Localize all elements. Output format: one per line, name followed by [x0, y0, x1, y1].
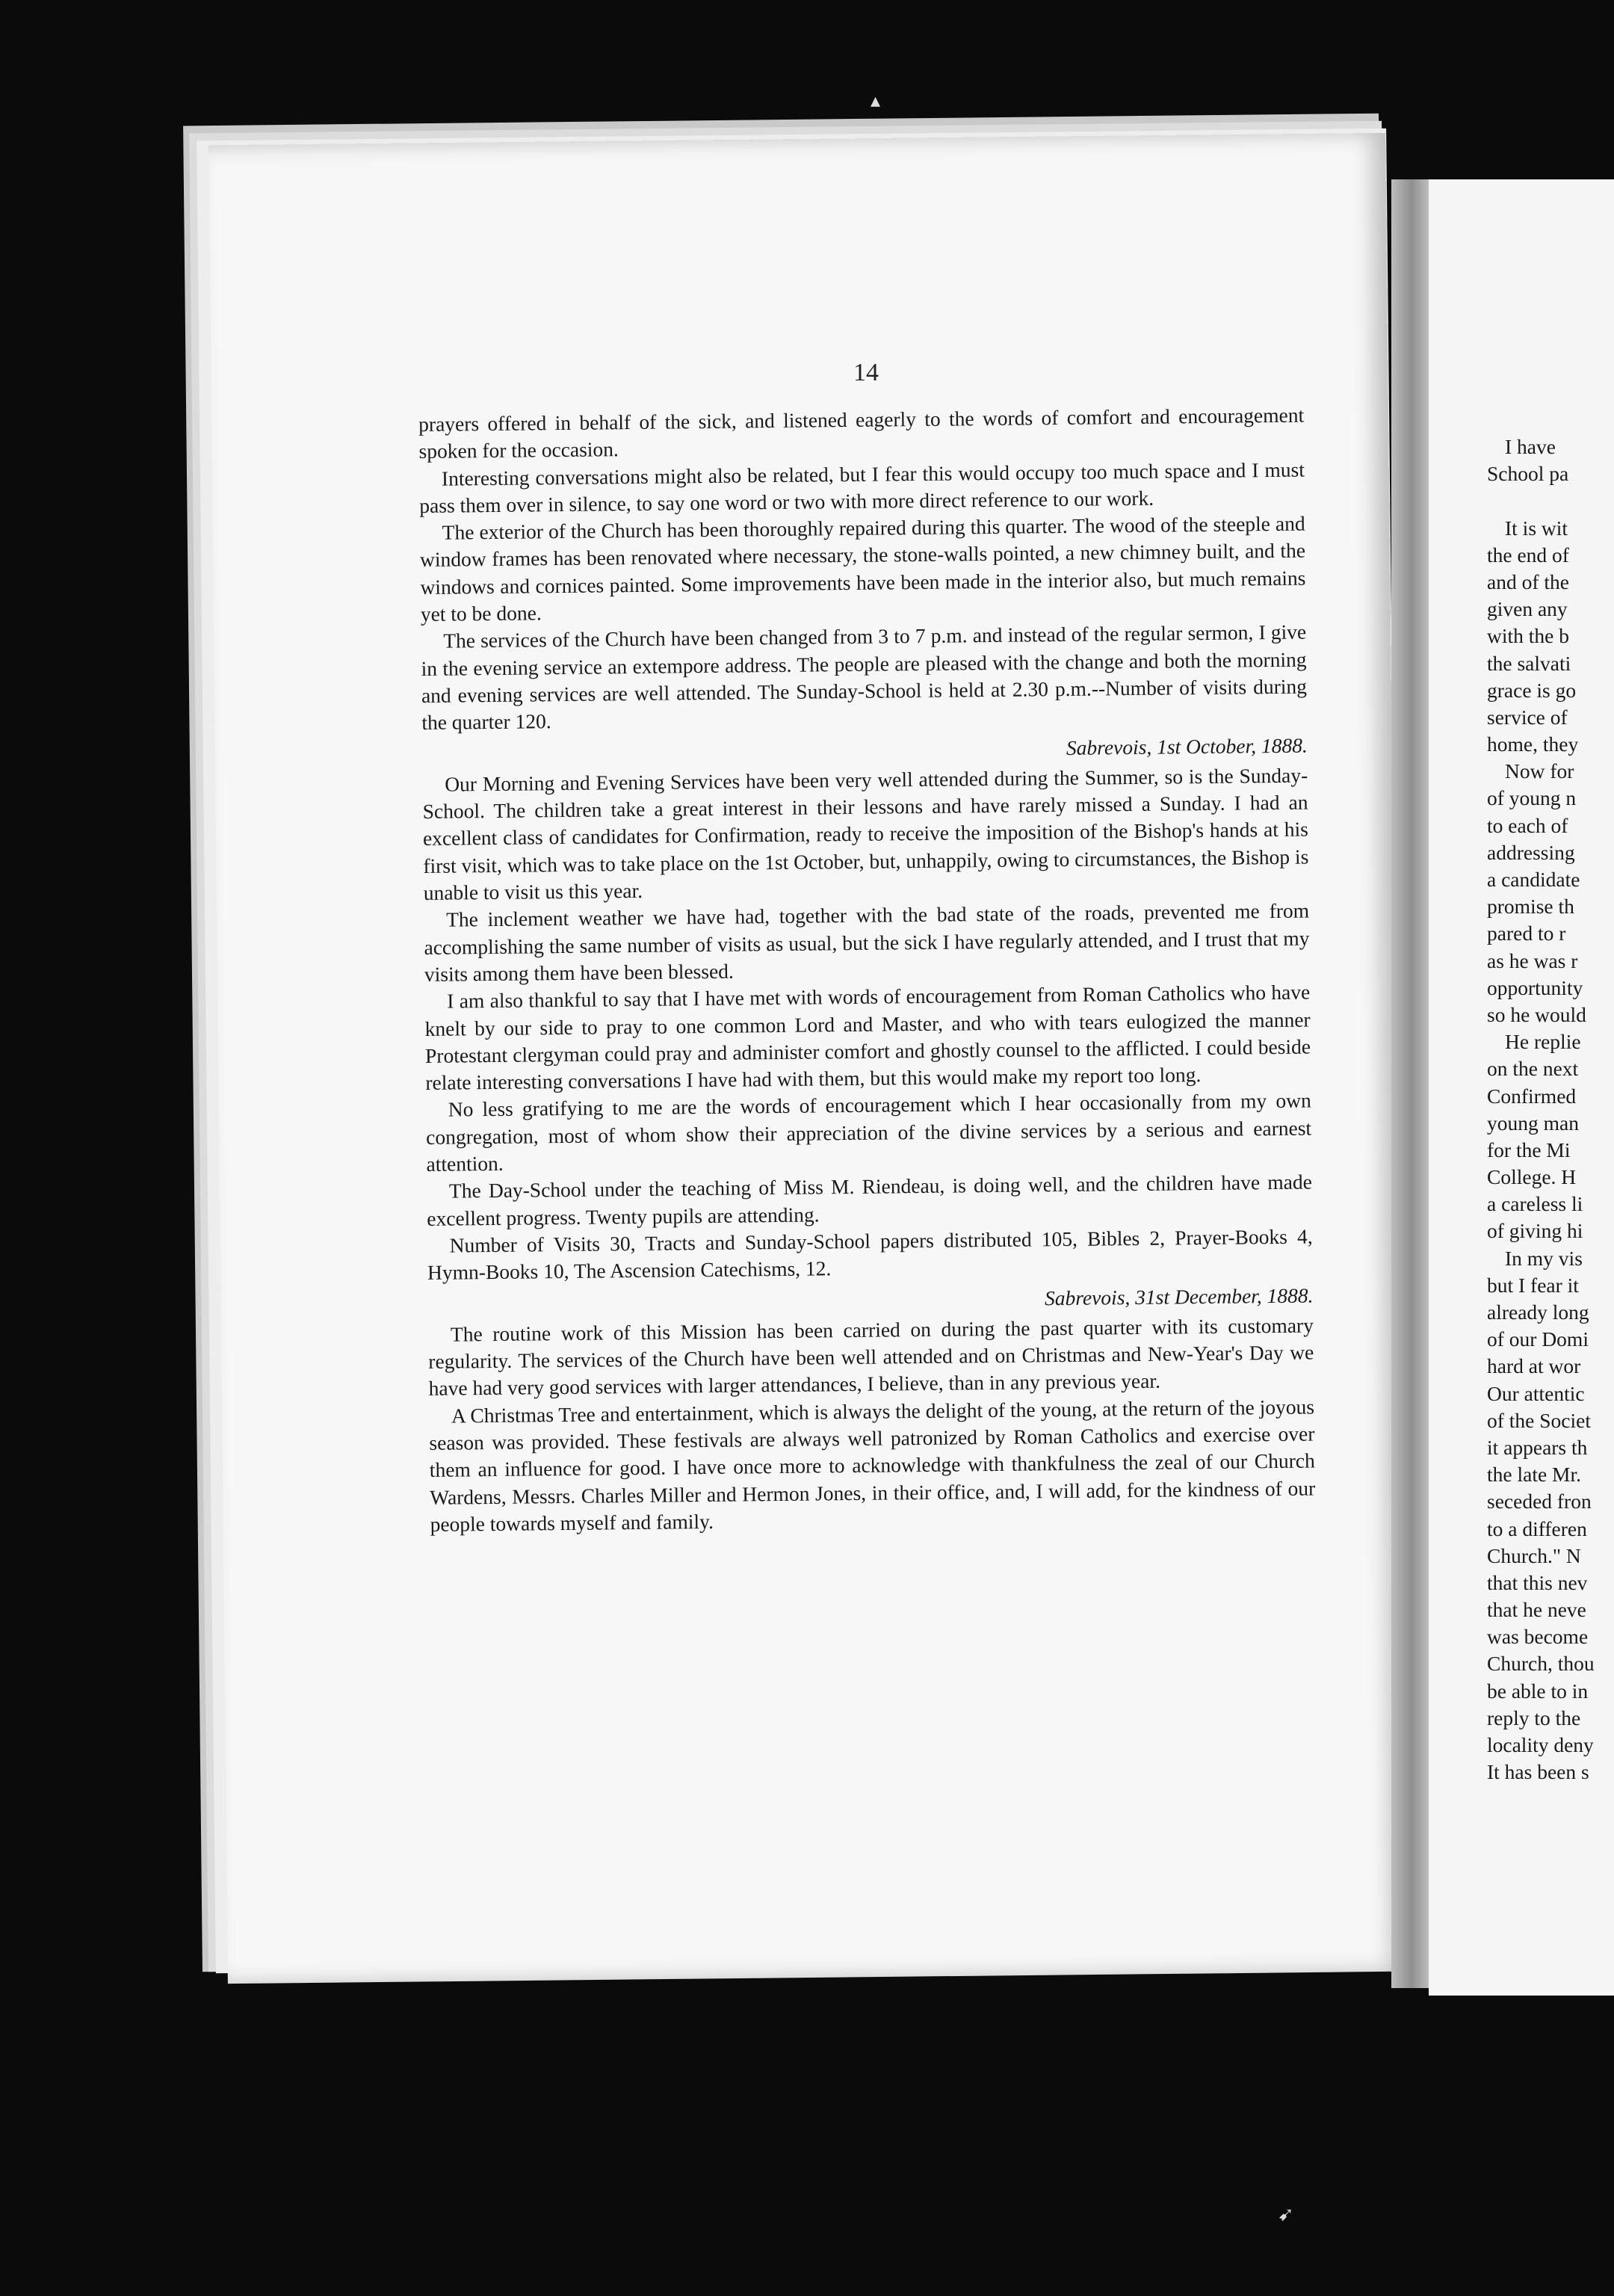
right-page-line: a careless li: [1487, 1192, 1583, 1216]
right-page-line: the salvati: [1487, 651, 1571, 675]
right-page-line: locality deny: [1487, 1733, 1594, 1756]
right-page-line: be able to in: [1487, 1679, 1589, 1703]
right-page-line: was become: [1487, 1625, 1589, 1649]
right-page-line: He replie: [1505, 1030, 1581, 1054]
paragraph: The Day-School under the teaching of Miss M. Riendeau, is doing well, and the children have made excellent progress. Twenty pupils are attending.: [427, 1170, 1313, 1230]
right-page-line: and of the: [1487, 570, 1569, 593]
right-page-line: opportunity: [1487, 975, 1583, 999]
paragraph: No less gratifying to me are the words of encouragement which I hear occasionally from my own congregation, most of whom show their appreciation of the divine services by a serious and earnest attention.: [426, 1088, 1312, 1176]
right-page-line: In my vis: [1505, 1246, 1583, 1270]
right-page-line: [1487, 487, 1595, 514]
left-page-text: [418, 402, 1316, 1538]
right-page-line: so he would: [1487, 1002, 1586, 1026]
right-page-line: promise th: [1487, 895, 1574, 919]
right-page-line: Church, thou: [1487, 1652, 1595, 1676]
paragraph: The inclement weather we have had, together with the bad state of the roads, prevented me from accomplishing the same number of visits as usual, but the sick I have regularly attended, and I trust that my visits among them have been blessed.: [424, 898, 1310, 986]
paragraph: Interesting conversations might also be related, but I fear this would occupy too much space and I must pass them over in silence, to say one word or two with more direct reference to our work.: [419, 457, 1305, 517]
right-page-line: as he was r: [1487, 948, 1578, 972]
dateline: Sabrevois, 31st December, 1888.: [1044, 1283, 1314, 1309]
paragraph: The exterior of the Church has been thoroughly repaired during this quarter. The wood of the steeple and window frames has been renovated where necessary, the stone-walls pointed, a new chimney built, and the windows and cornices painted. Some improvements have been made in the interior also, but much remains yet to be done.: [419, 511, 1306, 626]
paragraph: The routine work of this Mission has been carried on during the past quarter with its customary regularity. The services of the Church have been well attended and on Christmas and New-Year's Day we have had very good services with larger attendances, I believe, than in any previous year.: [428, 1313, 1314, 1401]
right-page-line: hard at wor: [1487, 1354, 1581, 1378]
right-page-line: It has been s: [1487, 1760, 1589, 1784]
right-page-line: of giving hi: [1487, 1219, 1583, 1243]
right-page-line: reply to the: [1487, 1706, 1581, 1729]
right-page-line: I have: [1505, 435, 1556, 458]
right-page-line: seceded fron: [1487, 1490, 1592, 1513]
right-page-line: for the Mi: [1487, 1138, 1571, 1161]
right-page-line: given any: [1487, 597, 1568, 621]
right-page-line: but I fear it: [1487, 1273, 1579, 1297]
right-page-line: of young n: [1487, 786, 1577, 810]
right-page-line: of the Societ: [1487, 1408, 1591, 1432]
right-page-line: grace is go: [1487, 678, 1577, 702]
right-page-line: of our Domi: [1487, 1327, 1589, 1351]
dateline: Sabrevois, 1st October, 1888.: [1066, 733, 1308, 759]
right-page-line: that this nev: [1487, 1570, 1588, 1594]
right-page-line: pared to r: [1487, 922, 1566, 945]
right-page-line: Our attentic: [1487, 1381, 1585, 1405]
right-page-line: Church." N: [1487, 1543, 1581, 1567]
paragraph: The services of the Church have been changed from 3 to 7 p.m. and instead of the regular sermon, I give in the evening service an extempore address. The people are pleased with the change and both the morning and evening services are well attended. The Sunday-School is held at 2.30 p.m.--Number of visits during the quarter 120.: [421, 620, 1308, 735]
right-page-line: that he neve: [1487, 1598, 1586, 1622]
right-page-line: a candidate: [1487, 868, 1580, 891]
scan-mark: ➹: [1278, 2203, 1294, 2225]
scan-mark: ▴: [871, 90, 881, 111]
paragraph: A Christmas Tree and entertainment, which is always the delight of the young, at the return of the joyous season was provided. These festivals are always well patronized by Roman Catholics and exercise over them an influence for good. I have once more to acknowledge with thankfulness the zeal of our Church Wardens, Messrs. Charles Miller and Hermon Jones, in their office, and, I will add, for the kindness of our people towards myself and family.: [429, 1395, 1316, 1536]
right-page-line: It is wit: [1505, 516, 1568, 540]
right-page-line: to a differen: [1487, 1516, 1587, 1540]
right-page-line: already long: [1487, 1300, 1589, 1324]
right-page-line: young man: [1487, 1111, 1579, 1135]
paragraph: Number of Visits 30, Tracts and Sunday-School papers distributed 105, Bibles 2, Prayer-Books 4, Hymn-Books 10, The Ascension Catechisms, 12.: [427, 1224, 1313, 1285]
page-number: 14: [853, 359, 879, 386]
paragraph: Our Morning and Evening Services have been very well attended during the Summer, so is the Sunday-School. The children take a great interest in their lessons and have rarely missed a Sunday. I had an excellent class of candidates for Confirmation, ready to receive the imposition of the Bishop's hands at his first visit, which was to take place on the 1st October, but, unhappily, owing to circumstances, the Bishop is unable to visit us this year.: [422, 763, 1309, 905]
right-page-line: to each of: [1487, 813, 1568, 837]
right-page-line: School pa: [1487, 462, 1569, 486]
right-page-line: the late Mr.: [1487, 1463, 1582, 1487]
right-page-text: [1487, 433, 1595, 1786]
right-page-line: with the b: [1487, 624, 1569, 648]
right-page-line: home, they: [1487, 732, 1579, 756]
right-page-line: Now for: [1505, 759, 1574, 783]
right-page-line: service of: [1487, 705, 1568, 729]
right-page-line: on the next: [1487, 1057, 1579, 1081]
right-page-line: Confirmed: [1487, 1084, 1577, 1108]
right-page-line: the end of: [1487, 543, 1569, 567]
paragraph: I am also thankful to say that I have met with words of encouragement from Roman Catholics who have knelt by our side to pray to one common Lord and Master, and who with tears eulogized the manner Protestant clergyman could pray and administer comfort and ghostly counsel to the afflicted. I could beside relate interesting conversations I have had with them, but this would make my report too long.: [424, 980, 1311, 1095]
right-page-line: addressing: [1487, 840, 1575, 864]
right-page-line: College. H: [1487, 1165, 1577, 1189]
right-page-line: it appears th: [1487, 1435, 1588, 1459]
paragraph: prayers offered in behalf of the sick, and listened eagerly to the words of comfort and encouragement spoken for the occasion.: [418, 403, 1305, 463]
